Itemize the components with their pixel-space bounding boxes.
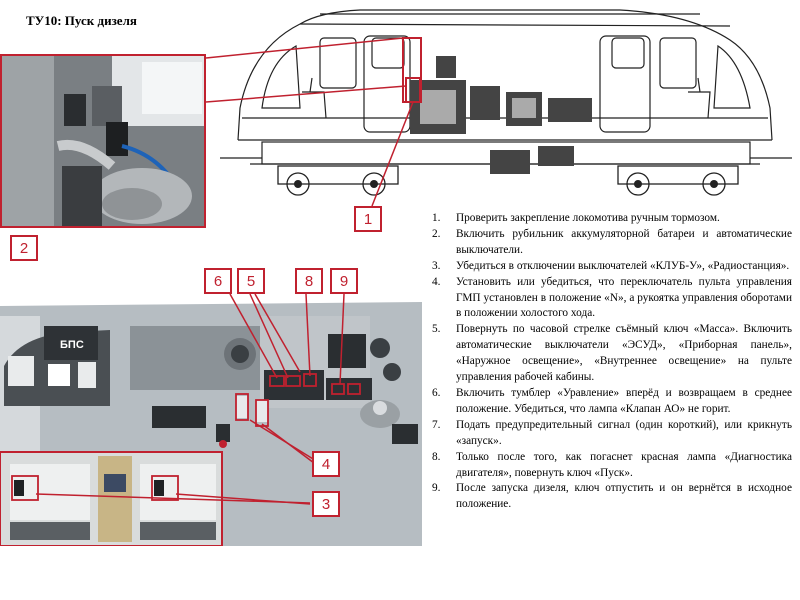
list-item: 7. Подать предупредительный сигнал (один короткий), или крикнуть «запуск».: [432, 418, 792, 447]
list-item: 8. Только после того, как погаснет красная лампа «Диагностика двигателя», повернуть ключ «Пуск».: [432, 450, 792, 479]
bps-label: БПС: [60, 339, 84, 351]
callout-2: 2: [10, 235, 38, 261]
callout-5: 5: [237, 268, 265, 294]
list-item: 5. Повернуть по часовой стрелке съёмный ключ «Масса». Включить автоматические выключатели «ЭСУД», «Приборная панель», «Наружное освещение», «Внутреннее освещение» на пульте управления рабочей кабины.: [432, 323, 792, 384]
list-item: 4. Установить или убедиться, что переключатель пульта управления ГМП установлен в положение «N», а рукоятка управления оборотами в положении холостого хода.: [432, 275, 792, 320]
callout-8: 8: [295, 268, 323, 294]
callout-3: 3: [312, 491, 340, 517]
callout-1: 1: [354, 206, 382, 232]
list-item: 3. Убедиться в отключении выключателей «КЛУБ-У», «Радиостанция».: [432, 259, 790, 272]
list-item: 2. Включить рубильник аккумуляторной батареи и автоматические выключатели.: [432, 227, 792, 256]
callout-4: 4: [312, 451, 340, 477]
startup-steps-list: [432, 211, 792, 513]
callout-6: 6: [204, 268, 232, 294]
list-item: 1. Проверить закрепление локомотива ручным тормозом.: [432, 212, 720, 224]
page-title: ТУ10: Пуск дизеля: [26, 13, 137, 28]
list-item: 6. Включить тумблер «Уравление» вперёд и возвращаем в среднее положение. Убедиться, что лампа «Клапан АО» не горит.: [432, 386, 792, 415]
callout-9: 9: [330, 268, 358, 294]
list-item: 9. После запуска дизеля, ключ отпустить и он вернётся в исходное положение.: [432, 482, 792, 511]
